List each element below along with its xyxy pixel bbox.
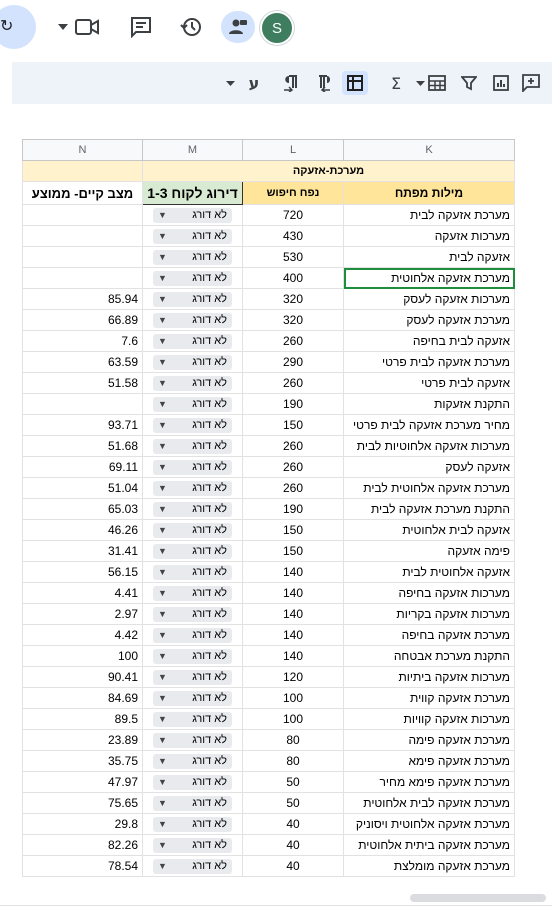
cell-search-volume[interactable]: 260 (243, 478, 344, 499)
rating-dropdown-chip[interactable] (153, 796, 232, 811)
cell-search-volume[interactable]: 120 (243, 667, 344, 688)
table-row (23, 520, 515, 541)
table-row (23, 226, 515, 247)
chevron-down-icon: ▼ (158, 861, 167, 871)
cell-search-volume[interactable]: 80 (243, 751, 344, 772)
rating-dropdown-chip[interactable] (153, 334, 232, 349)
cell-status-avg[interactable]: 78.54 (23, 856, 143, 877)
cell-search-volume[interactable]: 320 (243, 310, 344, 331)
cell-search-volume[interactable]: 260 (243, 373, 344, 394)
cell-client-rating[interactable] (143, 583, 243, 604)
cell-keyword[interactable]: אזעקה לבית פרטי (344, 373, 515, 394)
cell-client-rating[interactable] (143, 541, 243, 562)
meet-present-icon (228, 17, 248, 42)
chevron-down-icon: ▼ (158, 588, 167, 598)
cell-search-volume[interactable]: 50 (243, 772, 344, 793)
cell-search-volume[interactable]: 190 (243, 499, 344, 520)
rating-chip-label: לא דורג (192, 629, 227, 641)
meet-present-button[interactable] (221, 11, 255, 43)
cell-status-avg[interactable] (23, 394, 143, 415)
chevron-down-icon: ▼ (158, 525, 167, 535)
cell-keyword[interactable]: מערכת אזעקה מומלצת (344, 856, 515, 877)
rating-chip-label: לא דורג (192, 272, 227, 284)
cell-search-volume[interactable]: 40 (243, 835, 344, 856)
table-row (23, 667, 515, 688)
cell-search-volume[interactable]: 720 (243, 205, 344, 226)
rating-chip-label: לא דורג (192, 566, 227, 578)
chart-icon[interactable] (490, 71, 512, 95)
rating-chip-label: לא דורג (192, 356, 227, 368)
rating-dropdown-chip[interactable] (153, 292, 232, 307)
comment-icon[interactable] (128, 12, 154, 42)
table-row (23, 814, 515, 835)
chevron-down-icon: ▼ (158, 231, 167, 241)
column-header-l[interactable]: L (243, 140, 344, 161)
chevron-down-icon: ▼ (158, 462, 167, 472)
cell-keyword[interactable]: התקנת מערכת אזעקה לבית (344, 499, 515, 520)
cell-client-rating[interactable] (143, 289, 243, 310)
rating-dropdown-chip[interactable] (153, 250, 232, 265)
cell-client-rating[interactable] (143, 415, 243, 436)
table-row (23, 499, 515, 520)
table-row (23, 394, 515, 415)
cell-keyword[interactable]: אזעקה לבית (344, 247, 515, 268)
header-keywords[interactable]: מילות מפתח (344, 182, 515, 205)
cell-search-volume[interactable]: 320 (243, 289, 344, 310)
table-row (23, 541, 515, 562)
rating-chip-label: לא דורג (192, 713, 227, 725)
column-header-row (23, 140, 515, 161)
rating-chip-label: לא דורג (192, 860, 227, 872)
cell-client-rating[interactable] (143, 331, 243, 352)
cell-status-avg[interactable]: 31.41 (23, 541, 143, 562)
cell-client-rating[interactable] (143, 730, 243, 751)
rating-dropdown-chip[interactable] (153, 649, 232, 664)
cell-status-avg[interactable]: 51.68 (23, 436, 143, 457)
cell-client-rating[interactable] (143, 835, 243, 856)
cell-client-rating[interactable] (143, 793, 243, 814)
rating-dropdown-chip[interactable] (153, 775, 232, 790)
rating-dropdown-chip[interactable] (153, 544, 232, 559)
cell-keyword[interactable]: מערכת אזעקה פימה (344, 730, 515, 751)
table-row (23, 373, 515, 394)
cell-client-rating[interactable] (143, 373, 243, 394)
rating-dropdown-chip[interactable] (153, 313, 232, 328)
cell-status-avg[interactable]: 2.97 (23, 604, 143, 625)
rating-dropdown-chip[interactable] (153, 838, 232, 853)
avatar[interactable]: S (260, 11, 294, 45)
cell-client-rating[interactable] (143, 247, 243, 268)
merged-title-row (23, 161, 515, 182)
chevron-down-icon: ▼ (158, 210, 167, 220)
table-row (23, 856, 515, 877)
rating-dropdown-chip[interactable] (153, 859, 232, 874)
rating-dropdown-chip[interactable] (153, 502, 232, 517)
table-header-row (23, 182, 515, 205)
cell-search-volume[interactable]: 80 (243, 730, 344, 751)
cell-search-volume[interactable]: 290 (243, 352, 344, 373)
rating-chip-label: לא דורג (192, 650, 227, 662)
cell-status-avg[interactable]: 51.04 (23, 478, 143, 499)
cell-client-rating[interactable] (143, 226, 243, 247)
rating-chip-label: לא דורג (192, 293, 227, 305)
cell-search-volume[interactable]: 100 (243, 688, 344, 709)
cell-client-rating[interactable] (143, 520, 243, 541)
rating-chip-label: לא דורג (192, 335, 227, 347)
cell-status-avg[interactable]: 69.11 (23, 457, 143, 478)
table-row (23, 625, 515, 646)
cell-client-rating[interactable] (143, 646, 243, 667)
rating-chip-label: לא דורג (192, 398, 227, 410)
cell-status-avg[interactable]: 35.75 (23, 751, 143, 772)
column-header-m[interactable]: M (143, 140, 243, 161)
cell-keyword[interactable]: אזעקה לבית אלחוטית (344, 520, 515, 541)
rating-dropdown-chip[interactable] (153, 691, 232, 706)
cell-keyword[interactable]: מערכת אזעקה בחיפה (344, 625, 515, 646)
cell-keyword[interactable]: מערכות אזעקה (344, 226, 515, 247)
rating-dropdown-chip[interactable] (153, 208, 232, 223)
cell-keyword[interactable]: מערכת אזעקה פימא מחיר (344, 772, 515, 793)
rating-dropdown-chip[interactable] (153, 733, 232, 748)
header-search-volume[interactable]: נפח חיפוש (243, 182, 344, 205)
partial-icon: ↻ (0, 16, 14, 35)
cell-client-rating[interactable] (143, 625, 243, 646)
table-row (23, 436, 515, 457)
cell-keyword[interactable]: אזעקה לבית בחיפה (344, 331, 515, 352)
rating-dropdown-chip[interactable] (153, 712, 232, 727)
cell-keyword[interactable]: מערכת אזעקה קווית (344, 688, 515, 709)
table-row (23, 751, 515, 772)
cell-search-volume[interactable]: 140 (243, 625, 344, 646)
cell-status-avg[interactable]: 90.41 (23, 667, 143, 688)
cell-keyword[interactable]: מערכות אזעקה בקריות (344, 604, 515, 625)
rating-dropdown-chip[interactable] (153, 481, 232, 496)
cell-keyword[interactable]: מערכת אזעקה לעסק (344, 310, 515, 331)
cell-keyword[interactable]: מערכת אזעקה אלחוטית לבית (344, 478, 515, 499)
table-row (23, 772, 515, 793)
table-row (23, 352, 515, 373)
header-status-avg[interactable]: מצב קיים- ממוצע (23, 182, 143, 205)
chevron-down-icon: ▼ (158, 294, 167, 304)
cell-status-avg[interactable]: 100 (23, 646, 143, 667)
dropdown-caret-icon[interactable] (56, 12, 70, 42)
rating-chip-label: לא דורג (192, 734, 227, 746)
cell-search-volume[interactable]: 150 (243, 541, 344, 562)
chevron-down-icon: ▼ (158, 546, 167, 556)
chevron-down-icon: ▼ (158, 798, 167, 808)
chevron-down-icon: ▼ (158, 567, 167, 577)
cell-client-rating[interactable] (143, 562, 243, 583)
cell-search-volume[interactable]: 140 (243, 604, 344, 625)
cell-keyword[interactable]: מערכת אזעקה לבית אלחוטית (344, 793, 515, 814)
cell-client-rating[interactable] (143, 751, 243, 772)
freeze-icon[interactable] (342, 71, 368, 95)
cell-keyword[interactable]: מערכות אזעקה בחיפה (344, 583, 515, 604)
chevron-down-icon: ▼ (158, 672, 167, 682)
chevron-down-icon: ▼ (158, 357, 167, 367)
cell-search-volume[interactable]: 150 (243, 415, 344, 436)
cell-status-avg[interactable] (23, 205, 143, 226)
top-app-bar (0, 0, 552, 54)
cell-status-avg[interactable]: 29.8 (23, 814, 143, 835)
cell-client-rating[interactable] (143, 688, 243, 709)
cell-search-volume[interactable]: 40 (243, 814, 344, 835)
cell-client-rating[interactable] (143, 457, 243, 478)
cell-keyword[interactable]: מערכת אזעקה ביתית אלחוטית (344, 835, 515, 856)
cell-status-avg[interactable]: 4.42 (23, 625, 143, 646)
table-row (23, 457, 515, 478)
cell-status-avg[interactable]: 23.89 (23, 730, 143, 751)
cell-client-rating[interactable] (143, 394, 243, 415)
cell-search-volume[interactable]: 530 (243, 247, 344, 268)
cell-status-avg[interactable]: 89.5 (23, 709, 143, 730)
cell-status-avg[interactable]: 93.71 (23, 415, 143, 436)
rating-dropdown-chip[interactable] (153, 418, 232, 433)
cell-status-avg[interactable]: 84.69 (23, 688, 143, 709)
rating-dropdown-chip[interactable] (153, 355, 232, 370)
chevron-down-icon: ▼ (158, 777, 167, 787)
table-row (23, 205, 515, 226)
chevron-down-icon: ▼ (158, 420, 167, 430)
chevron-down-icon: ▼ (158, 756, 167, 766)
rating-dropdown-chip[interactable] (153, 817, 232, 832)
merged-title-cell[interactable]: מערכת-אזעקה (143, 161, 515, 182)
chevron-down-icon: ▼ (158, 819, 167, 829)
spreadsheet-grid (22, 139, 552, 877)
text-direction-ltr-icon[interactable] (280, 71, 302, 95)
table-body (23, 205, 515, 877)
cell-client-rating[interactable] (143, 478, 243, 499)
chevron-down-icon: ▼ (158, 714, 167, 724)
header-client-rating[interactable]: דירוג לקוח 1-3 (143, 182, 243, 205)
format-toolbar (12, 62, 552, 104)
cell-search-volume[interactable]: 140 (243, 646, 344, 667)
cell-keyword[interactable]: אזעקה אלחוטית לבית (344, 562, 515, 583)
table-row (23, 415, 515, 436)
cell-client-rating[interactable] (143, 310, 243, 331)
column-header-n[interactable]: N (23, 140, 143, 161)
rating-dropdown-chip[interactable] (153, 460, 232, 475)
chevron-down-icon: ▼ (158, 378, 167, 388)
rating-chip-label: לא דורג (192, 482, 227, 494)
rating-chip-label: לא דורג (192, 524, 227, 536)
cell-search-volume[interactable]: 50 (243, 793, 344, 814)
cell-status-avg[interactable]: 65.03 (23, 499, 143, 520)
cell-keyword[interactable]: פימה אזעקה (344, 541, 515, 562)
rating-dropdown-chip[interactable] (153, 229, 232, 244)
cell-status-avg[interactable]: 56.15 (23, 562, 143, 583)
font-selector[interactable]: ע (248, 73, 260, 93)
chevron-down-icon: ▼ (158, 651, 167, 661)
rating-chip-label: לא דורג (192, 314, 227, 326)
table-row (23, 688, 515, 709)
rating-chip-label: לא דורג (192, 587, 227, 599)
cell-status-avg[interactable] (23, 247, 143, 268)
cell-keyword[interactable]: מערכות אזעקה אלחוטיות לבית (344, 436, 515, 457)
rating-chip-label: לא דורג (192, 839, 227, 851)
cell-status-avg[interactable]: 4.41 (23, 583, 143, 604)
rating-chip-label: לא דורג (192, 608, 227, 620)
rating-chip-label: לא דורג (192, 503, 227, 515)
cell-client-rating[interactable] (143, 814, 243, 835)
cell-client-rating[interactable] (143, 352, 243, 373)
rating-dropdown-chip[interactable] (153, 376, 232, 391)
chevron-down-icon: ▼ (158, 693, 167, 703)
table-row (23, 331, 515, 352)
cell-client-rating[interactable] (143, 436, 243, 457)
cell-search-volume[interactable]: 150 (243, 520, 344, 541)
video-call-icon[interactable] (74, 12, 100, 42)
chevron-down-icon: ▼ (158, 735, 167, 745)
cell-client-rating[interactable] (143, 772, 243, 793)
cell-search-volume[interactable]: 260 (243, 331, 344, 352)
rating-dropdown-chip[interactable] (153, 607, 232, 622)
rating-dropdown-chip[interactable] (153, 523, 232, 538)
cell-status-avg[interactable]: 85.94 (23, 289, 143, 310)
cell-search-volume[interactable]: 40 (243, 856, 344, 877)
partial-circle-button[interactable] (0, 5, 36, 49)
cell-status-avg[interactable] (23, 226, 143, 247)
rating-dropdown-chip[interactable] (153, 397, 232, 412)
cell-status-avg[interactable]: 51.58 (23, 373, 143, 394)
cell-status-avg[interactable]: 63.59 (23, 352, 143, 373)
rating-chip-label: לא דורג (192, 461, 227, 473)
column-header-k[interactable]: K (344, 140, 515, 161)
rating-dropdown-chip[interactable] (153, 439, 232, 454)
rating-chip-label: לא דורג (192, 251, 227, 263)
cell-keyword[interactable]: מערכת אזעקה פימא (344, 751, 515, 772)
rating-chip-label: לא דורג (192, 230, 227, 242)
cell-status-avg[interactable]: 47.97 (23, 772, 143, 793)
table-row (23, 478, 515, 499)
sum-icon[interactable]: Σ (390, 73, 402, 93)
chevron-down-icon: ▼ (158, 441, 167, 451)
cell-client-rating[interactable] (143, 499, 243, 520)
rating-chip-label: לא דורג (192, 692, 227, 704)
rating-chip-label: לא דורג (192, 797, 227, 809)
cell-search-volume[interactable]: 260 (243, 457, 344, 478)
rating-chip-label: לא דורג (192, 755, 227, 767)
cell-client-rating[interactable] (143, 604, 243, 625)
rating-chip-label: לא דורג (192, 671, 227, 683)
chevron-down-icon: ▼ (158, 840, 167, 850)
filter-icon[interactable] (458, 71, 480, 95)
add-comment-icon[interactable] (520, 71, 542, 95)
table-row (23, 604, 515, 625)
cell-search-volume[interactable]: 260 (243, 436, 344, 457)
cell-keyword[interactable]: התקנת אזעקות (344, 394, 515, 415)
cell-client-rating[interactable] (143, 709, 243, 730)
rating-dropdown-chip[interactable] (153, 586, 232, 601)
chevron-down-icon: ▼ (158, 273, 167, 283)
table-row (23, 835, 515, 856)
table-row (23, 730, 515, 751)
cell-search-volume[interactable]: 140 (243, 562, 344, 583)
rating-chip-label: לא דורג (192, 377, 227, 389)
table-row (23, 310, 515, 331)
rating-chip-label: לא דורג (192, 440, 227, 452)
cell-keyword[interactable]: מערכת אזעקה לבית (344, 205, 515, 226)
rating-dropdown-chip[interactable] (153, 271, 232, 286)
text-direction-rtl-icon[interactable] (312, 71, 334, 95)
chevron-down-icon: ▼ (158, 399, 167, 409)
chevron-down-icon: ▼ (158, 609, 167, 619)
cell-search-volume[interactable]: 100 (243, 709, 344, 730)
caret-down-icon[interactable] (224, 71, 236, 95)
cell-keyword[interactable]: התקנת מערכת אבטחה (344, 646, 515, 667)
cell-status-avg[interactable]: 82.26 (23, 835, 143, 856)
empty-cell[interactable] (23, 161, 143, 182)
cell-keyword[interactable]: מחיר מערכת אזעקה לבית פרטי (344, 415, 515, 436)
table-row (23, 289, 515, 310)
table-row (23, 646, 515, 667)
table-row (23, 709, 515, 730)
chevron-down-icon: ▼ (158, 315, 167, 325)
table-row (23, 793, 515, 814)
rating-chip-label: לא דורג (192, 545, 227, 557)
cell-search-volume[interactable]: 400 (243, 268, 344, 289)
cell-client-rating[interactable] (143, 268, 243, 289)
insert-table-icon[interactable] (414, 71, 448, 95)
rating-chip-label: לא דורג (192, 776, 227, 788)
cell-search-volume[interactable]: 430 (243, 226, 344, 247)
rating-dropdown-chip[interactable] (153, 565, 232, 580)
cell-client-rating[interactable] (143, 856, 243, 877)
cell-status-avg[interactable] (23, 268, 143, 289)
cell-keyword[interactable]: מערכות אזעקה ביתיות (344, 667, 515, 688)
chevron-down-icon: ▼ (158, 630, 167, 640)
table-row (23, 562, 515, 583)
chevron-down-icon: ▼ (158, 252, 167, 262)
cell-search-volume[interactable]: 190 (243, 394, 344, 415)
cell-keyword[interactable]: אזעקה לעסק (344, 457, 515, 478)
cell-keyword[interactable]: מערכת אזעקה אלחוטית ויסוניק (344, 814, 515, 835)
cell-status-avg[interactable]: 7.6 (23, 331, 143, 352)
cell-keyword[interactable]: מערכות אזעקה קוויות (344, 709, 515, 730)
chevron-down-icon: ▼ (158, 483, 167, 493)
table-row (23, 583, 515, 604)
horizontal-scrollbar[interactable] (410, 894, 546, 902)
rating-dropdown-chip[interactable] (153, 670, 232, 685)
rating-dropdown-chip[interactable] (153, 628, 232, 643)
cell-keyword[interactable]: מערכת אזעקה לבית פרטי (344, 352, 515, 373)
cell-status-avg[interactable]: 66.89 (23, 310, 143, 331)
rating-chip-label: לא דורג (192, 818, 227, 830)
chevron-down-icon: ▼ (158, 504, 167, 514)
table-row (23, 247, 515, 268)
rating-chip-label: לא דורג (192, 419, 227, 431)
history-icon[interactable] (178, 12, 204, 42)
cell-keyword[interactable]: מערכת אזעקה אלחוטית (344, 268, 515, 289)
cell-status-avg[interactable]: 75.65 (23, 793, 143, 814)
cell-client-rating[interactable] (143, 205, 243, 226)
cell-client-rating[interactable] (143, 667, 243, 688)
table-row (23, 268, 515, 289)
cell-status-avg[interactable]: 46.26 (23, 520, 143, 541)
cell-search-volume[interactable]: 140 (243, 583, 344, 604)
chevron-down-icon: ▼ (158, 336, 167, 346)
rating-dropdown-chip[interactable] (153, 754, 232, 769)
cell-keyword[interactable]: מערכות אזעקה לעסק (344, 289, 515, 310)
rating-chip-label: לא דורג (192, 209, 227, 221)
